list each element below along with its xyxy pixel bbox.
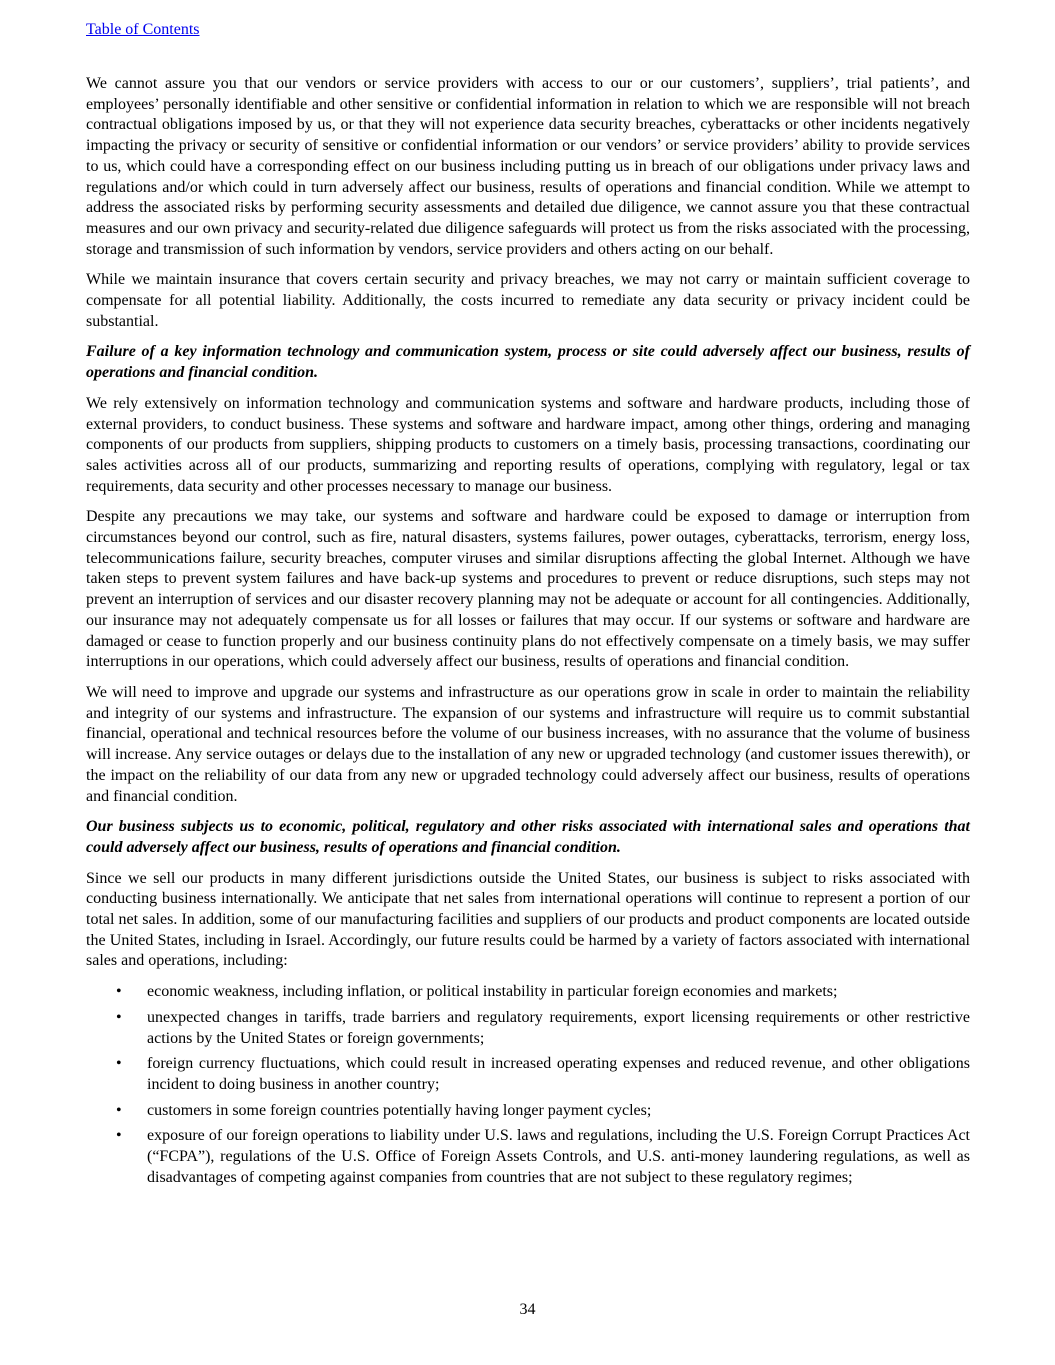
risk-heading-international: Our business subjects us to economic, political, regulatory and other risks associated with international sales and operations that could adversely affect our business, results of operations and financial condition. [86,818,970,856]
bullet-icon: • [116,983,122,1001]
paragraph-insurance: While we maintain insurance that covers certain security and privacy breaches, we may not carry or maintain sufficient coverage to compensate for all potential liability. Additionally, the costs incurred to remediate any data security or privacy incident could be substantial. [86,271,970,330]
bullet-icon: • [116,1101,122,1119]
paragraph-international-sales: Since we sell our products in many different jurisdictions outside the United States, our business is subject to risks associated with conducting business internationally. We anticipate that net sales from international operations will continue to represent a portion of our total net sales. In addition, some of our manufacturing facilities and suppliers of our products and product components are located outside the United States, including in Israel. Accordingly, our future results could be harmed by a variety of factors associated with international sales and operations, including: [86,869,970,970]
list-item-text: unexpected changes in tariffs, trade barriers and regulatory requirements, export licensing requirements or other restrictive actions by the United States or foreign governments; [147,1008,970,1047]
paragraph-vendor-privacy: We cannot assure you that our vendors or service providers with access to our or our customers’, suppliers’, trial patients’, and employees’ personally identifiable and other sensitive or confidential information in relation to which we are responsible will not breach contractual obligations imposed by us, or that they will not experience data security breaches, cyberattacks or other incidents negatively impacting the privacy or security of sensitive or confidential information or our vendors’ or service providers’ ability to provide services to us, which could have a corresponding effect on our business including putting us in breach of our obligations under privacy laws and regulations and/or which could in turn adversely affect our business, results of operations and financial condition. While we attempt to address the associated risks by performing security assessments and detailed due diligence, we cannot assure you that these contractual measures and our own privacy and security-related due diligence safeguards will protect us from the risks associated with the processing, storage and transmission of such information by vendors, service providers and others acting on our behalf. [86,75,970,258]
list-item [86,1008,970,1049]
risk-heading-it-failure: Failure of a key information technology and communication system, process or site could adversely affect our business, results of operations and financial condition. [86,343,970,382]
paragraph-infrastructure-upgrade: We will need to improve and upgrade our systems and infrastructure as our operations grow in scale in order to maintain the reliability and integrity of our systems and infrastructure. The expansion of our systems and infrastructure will require us to commit substantial financial, operational and technical resources before the volume of our business increases, with no assurance that the volume of business will increase. Any service outages or delays due to the installation of any new or upgraded technology (and customer issues therewith), or the impact on the reliability of our data from any new or upgraded technology could adversely affect our business, results of operations and financial condition. [86,683,970,805]
document-body [86,74,970,1193]
list-item [86,1101,970,1122]
list-item [86,982,970,1003]
table-of-contents-link[interactable]: Table of Contents [86,21,200,38]
bullet-icon: • [116,1008,122,1026]
list-item-text: foreign currency fluctuations, which could result in increased operating expenses and reduced revenue, and other obligations incident to doing business in another country; [147,1055,970,1093]
list-item [86,1054,970,1095]
bullet-icon: • [116,1127,122,1145]
risk-factor-list [86,982,970,1188]
bullet-icon: • [116,1055,122,1073]
list-item-text: economic weakness, including inflation, or political instability in particular foreign economies and markets; [147,983,838,1001]
page-number: 34 [519,1301,536,1318]
list-item-text: customers in some foreign countries potentially having longer payment cycles; [147,1101,652,1119]
list-item [86,1126,970,1188]
paragraph-it-reliance: We rely extensively on information technology and communication systems and software and hardware products, including those of external providers, to conduct business. These systems and software and hardware impact, among other things, ordering and managing components of our products from suppliers, shipping products to customers on a timely basis, processing transactions, coordinating our sales activities across all of our products, summarizing and reporting results of operations, complying with regulatory, legal or tax requirements, data security and other processes necessary to manage our business. [86,394,970,495]
paragraph-precautions: Despite any precautions we may take, our systems and software and hardware could be exposed to damage or interruption from circumstances beyond our control, such as fire, natural disasters, systems failures, power outages, cyberattacks, terrorism, energy loss, telecommunications failure, security breaches, computer viruses and similar disruptions affecting the global Internet. Although we have taken steps to prevent system failures and have back-up systems and procedures to prevent or reduce disruptions, such steps may not prevent an interruption of services and our disaster recovery planning may not be adequate or account for all contingencies. Additionally, our insurance may not adequately compensate us for all losses or failures that may occur. If our systems or software and hardware are damaged or cease to function properly and our business continuity plans do not effectively compensate on a timely basis, we may suffer interruptions in our operations, which could adversely affect our business, results of operations and financial condition. [86,508,970,671]
list-item-text: exposure of our foreign operations to liability under U.S. laws and regulations, including the U.S. Foreign Corrupt Practices Act (“FCPA”), regulations of the U.S. Office of Foreign Assets Controls, and U.S. anti-money laundering regulations, as well as disadvantages of competing against companies from countries that are not subject to these regulatory regimes; [147,1127,970,1186]
